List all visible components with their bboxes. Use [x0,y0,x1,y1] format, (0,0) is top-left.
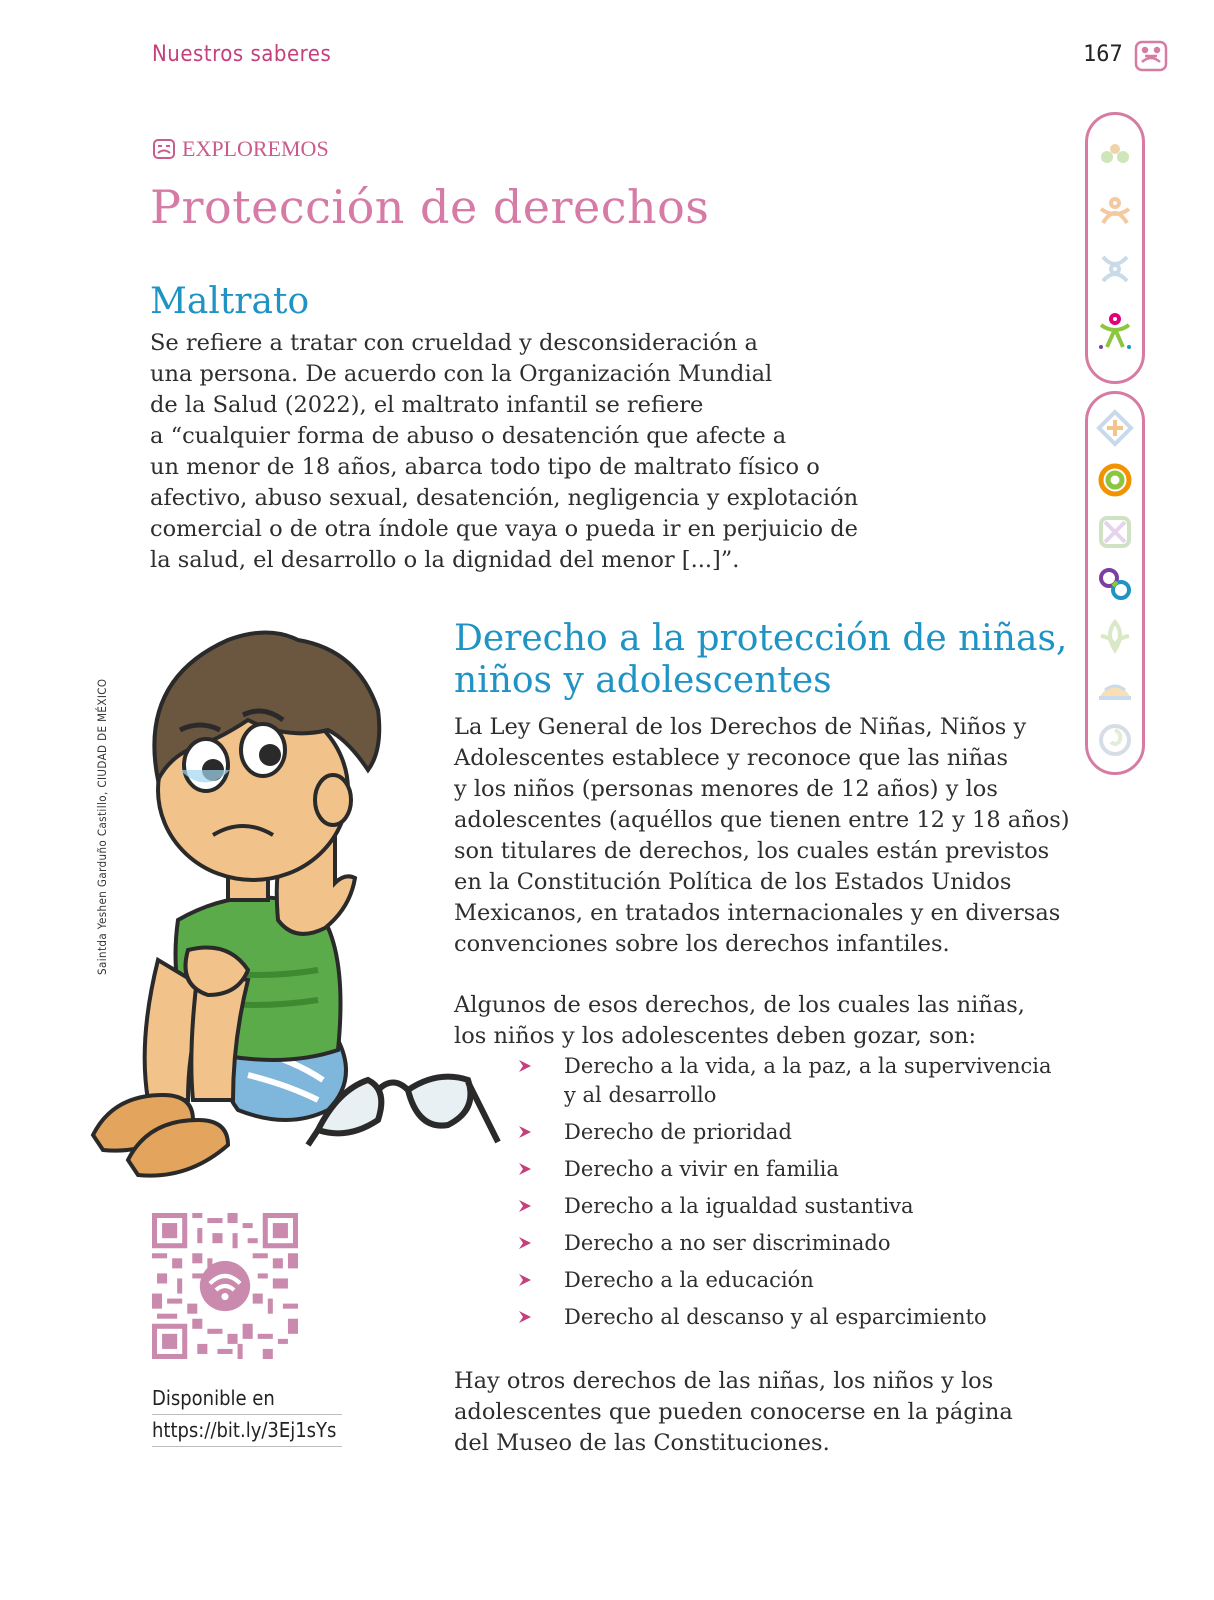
glyph-icon [152,138,176,160]
ley-paragraph [454,712,1074,960]
arrow-bullet-icon [518,1273,532,1287]
text-line: un menor de 18 años, abarca todo tipo de maltrato físico o [150,454,820,480]
rights-list [518,1052,1078,1340]
square-x-icon[interactable] [1095,512,1135,552]
list-item [518,1266,1078,1295]
list-item [518,1229,1078,1258]
page-number: 167 [1083,42,1123,67]
person-green-icon[interactable] [1095,311,1135,351]
section-label-text: EXPLOREMOS [182,136,329,161]
arrow-bullet-icon [518,1059,532,1073]
derecho-heading [454,618,1074,702]
text-line: del Museo de las Constituciones. [454,1430,830,1456]
text-line: comercial o de otra índole que vaya o pueda ir en perjuicio de [150,516,858,542]
illustration-credit-text: Saintda Yeshen Garduño Castillo, CIUDAD DE MÉXICO [95,678,109,975]
arrow-bullet-icon [518,1310,532,1324]
maltrato-paragraph [150,328,910,576]
qr-availability [152,1383,342,1447]
text-line: adolescentes que pueden conocerse en la página [454,1399,1013,1425]
list-item-text: y al desarrollo [564,1083,717,1107]
text-line: una persona. De acuerdo con la Organización Mundial [150,361,773,387]
section-label [152,136,329,162]
list-item-text: Derecho a la igualdad sustantiva [564,1194,914,1218]
list-item [518,1052,1078,1110]
text-line: en la Constitución Política de los Estados Unidos [454,869,1012,895]
diamond-icon[interactable] [1095,408,1135,448]
landscape-icon[interactable] [1095,668,1135,708]
maltrato-heading: Maltrato [150,281,310,322]
text-line: la salud, el desarrollo o la dignidad del menor [...]”. [150,547,740,573]
list-item [518,1303,1078,1332]
text-line: los niños y los adolescentes deben gozar, son: [454,1023,977,1049]
text-line: Hay otros derechos de las niñas, los niños y los [454,1368,994,1394]
page-title: Protección de derechos [150,180,710,234]
text-line: adolescentes (aquéllos que tienen entre 12 y 18 años) [454,807,1070,833]
list-item-text: Derecho a vivir en familia [564,1157,839,1181]
otros-paragraph [454,1366,1074,1459]
list-item-text: Derecho a la educación [564,1268,814,1292]
lotus-icon[interactable] [1095,616,1135,656]
list-item [518,1155,1078,1184]
list-item [518,1192,1078,1221]
text-line: Adolescentes establece y reconoce que las niñas [454,745,1009,771]
arrow-bullet-icon [518,1162,532,1176]
text-line: y los niños (personas menores de 12 años) y los [454,776,998,802]
list-item-text: Derecho a la vida, a la paz, a la supervivencia [564,1054,1052,1078]
list-item-text: Derecho de prioridad [564,1120,792,1144]
qr-code[interactable] [152,1213,298,1359]
arrow-bullet-icon [518,1199,532,1213]
text-line: Mexicanos, en tratados internacionales y en diversas [454,900,1061,926]
qr-url-link[interactable]: https://bit.ly/3Ej1sYs [152,1415,342,1447]
sidebar-group-2 [1085,391,1145,775]
text-line: de la Salud (2022), el maltrato infantil se refiere [150,392,704,418]
people-circle-icon[interactable] [1095,193,1135,233]
text-line: afectivo, abuso sexual, desatención, negligencia y explotación [150,485,859,511]
sidebar-group-1 [1085,112,1145,384]
heading-line: niños y adolescentes [454,660,832,701]
list-item-text: Derecho al descanso y al esparcimiento [564,1305,987,1329]
text-line: a “cualquier forma de abuso o desatención que afecte a [150,423,787,449]
text-line: La Ley General de los Derechos de Niñas, Niños y [454,714,1027,740]
text-line: convenciones sobre los derechos infantiles. [454,931,950,957]
boy-illustration [88,620,518,1190]
algunos-paragraph [454,990,1074,1052]
list-item [518,1118,1078,1147]
arrow-bullet-icon [518,1236,532,1250]
spiral-icon[interactable] [1095,460,1135,500]
text-line: Se refiere a tratar con crueldad y desconsideración a [150,330,758,356]
linked-rings-icon[interactable] [1095,564,1135,604]
heading-line: Derecho a la protección de niñas, [454,618,1068,659]
flowers-icon[interactable] [1095,137,1135,177]
list-item-text: Derecho a no ser discriminado [564,1231,891,1255]
swirl-icon[interactable] [1095,720,1135,760]
linked-figures-icon[interactable] [1095,249,1135,289]
arrow-bullet-icon [518,1125,532,1139]
section-header: Nuestros saberes [152,42,332,67]
text-line: son titulares de derechos, los cuales están previstos [454,838,1050,864]
mayan-glyph-icon [1133,38,1169,74]
qr-label: Disponible en [152,1383,342,1415]
text-line: Algunos de esos derechos, de los cuales las niñas, [454,992,1025,1018]
